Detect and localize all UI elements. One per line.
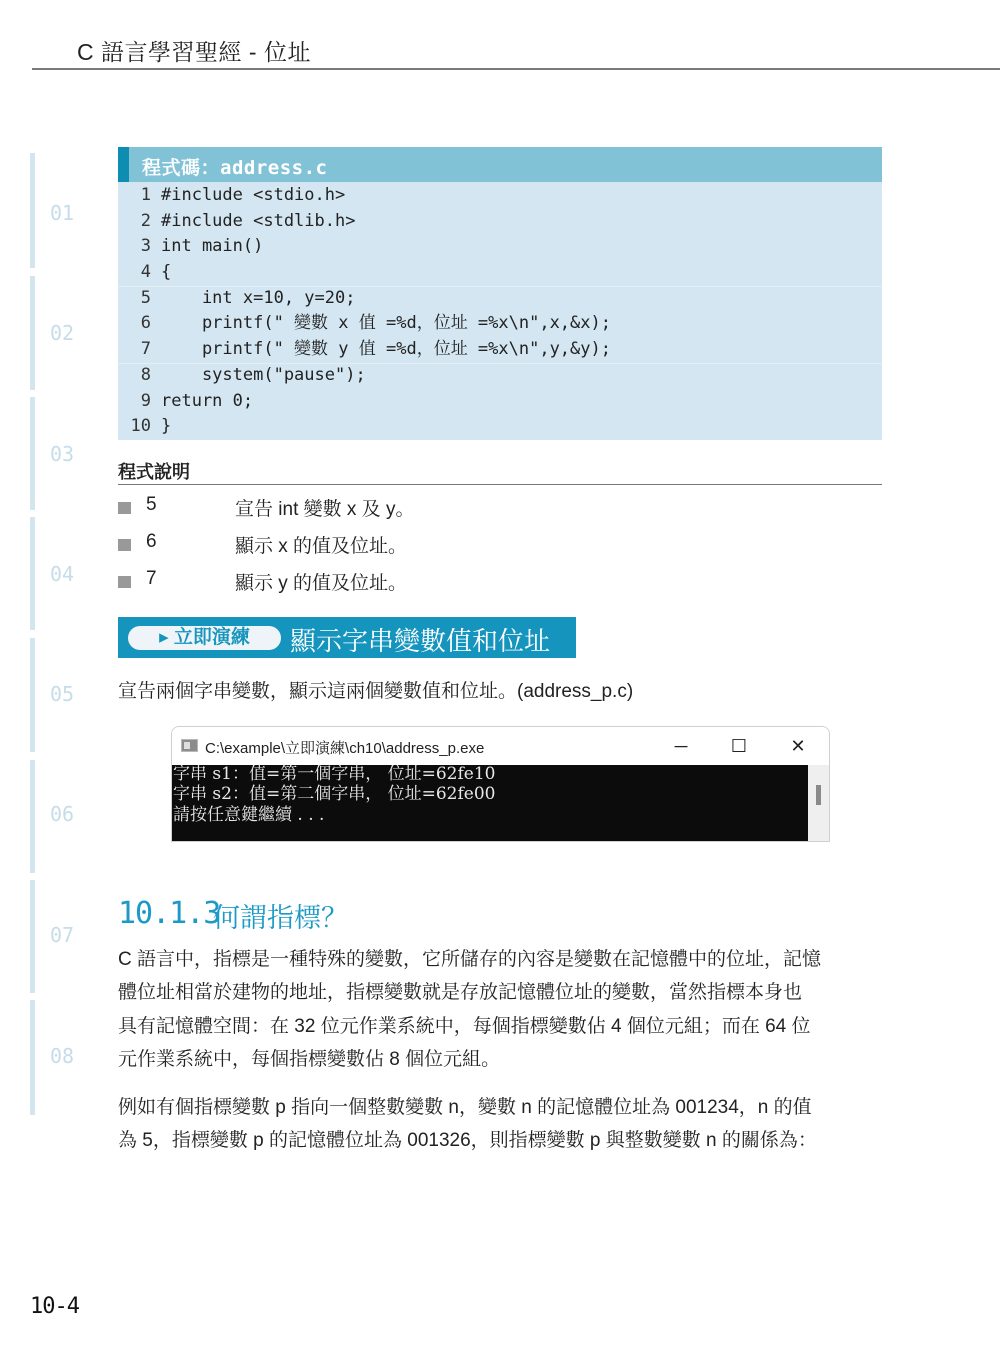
code-text: int main() <box>161 236 264 257</box>
side-tab-label: 08 <box>50 1044 75 1068</box>
code-text: int x=10, y=20; <box>161 287 356 308</box>
code-text: #include <stdlib.h> <box>161 210 356 231</box>
paragraph-line: 具有記憶體空間：在 32 位元作業系統中，每個指標變數佔 4 個位元組；而在 64 位 <box>118 1015 811 1037</box>
code-lines <box>118 183 882 440</box>
code-text: return 0; <box>161 390 254 411</box>
line-number: 7 <box>140 339 151 360</box>
side-tab-label: 06 <box>50 802 75 826</box>
page-number: 10-4 <box>30 1294 79 1319</box>
explanation-line-ref: 6 <box>146 531 157 552</box>
code-text: { <box>161 262 172 283</box>
practice-badge <box>128 626 281 650</box>
side-tab-label: 03 <box>50 442 75 466</box>
code-text: printf(" 變數 x 值 =%d，位址 =%x\n",x,&x); <box>161 313 611 334</box>
square-bullet-icon <box>118 576 131 588</box>
code-text: printf(" 變數 y 值 =%d，位址 =%x\n",y,&y); <box>161 339 611 360</box>
side-tab-label: 05 <box>50 682 75 706</box>
running-header-title: C 語言學習聖經 - 位址 <box>77 39 311 65</box>
line-number: 6 <box>140 313 151 334</box>
console-scrollbar[interactable] <box>808 765 829 841</box>
code-listing-title <box>142 153 327 180</box>
paragraph-line: C 語言中，指標是一種特殊的變數，它所儲存的內容是變數在記憶體中的位址，記憶 <box>118 949 822 970</box>
practice-banner <box>118 617 576 658</box>
side-tab-bar <box>30 276 35 390</box>
side-tab-label: 07 <box>50 923 75 947</box>
side-tab-bar <box>30 760 35 873</box>
code-line <box>118 286 882 312</box>
console-title-path: C:\example\立即演練\ch10\address_p.exe <box>205 740 485 757</box>
line-number: 10 <box>130 416 151 437</box>
side-tab-bar <box>30 638 35 752</box>
console-output <box>172 765 808 841</box>
line-number: 3 <box>140 236 151 257</box>
console-app-icon <box>181 739 198 752</box>
header-rule <box>32 68 1000 70</box>
code-line <box>118 389 882 415</box>
code-line <box>118 260 882 286</box>
line-number: 5 <box>140 287 151 308</box>
code-text: system("pause"); <box>161 364 366 385</box>
code-filename: address.c <box>220 157 328 179</box>
square-bullet-icon <box>118 539 131 551</box>
code-text: #include <stdio.h> <box>161 185 346 205</box>
square-bullet-icon <box>118 502 131 514</box>
line-number: 8 <box>140 364 151 385</box>
line-number: 1 <box>140 185 151 205</box>
line-number: 2 <box>140 210 151 231</box>
code-line <box>118 363 882 389</box>
paragraph-line: 例如有個指標變數 p 指向一個整數變數 n，變數 n 的記憶體位址為 001234，n 的值 <box>118 1097 812 1118</box>
paragraph-line: 為 5，指標變數 p 的記憶體位址為 001326，則指標變數 p 與整數變數 n 的關係為： <box>118 1130 817 1152</box>
console-window <box>171 726 830 842</box>
line-number: 9 <box>140 390 151 411</box>
side-tab-bar <box>30 1000 35 1115</box>
paragraph-line: 體位址相當於建物的地址，指標變數就是存放記憶體位址的變數，當然指標本身也 <box>118 982 803 1004</box>
section-title: 何謂指標？ <box>213 903 348 933</box>
body-paragraph <box>118 943 888 1076</box>
code-line <box>118 183 882 209</box>
body-paragraph <box>118 1091 888 1158</box>
explanation-line-ref: 7 <box>146 568 157 589</box>
maximize-button[interactable]: ☐ <box>730 736 748 756</box>
side-tab-label: 02 <box>50 321 75 345</box>
close-button[interactable]: ✕ <box>790 736 806 756</box>
code-listing-header <box>118 147 882 182</box>
code-line <box>118 337 882 363</box>
side-tab-bar <box>30 517 35 630</box>
explanation-text: 宣告 int 變數 x 及 y。 <box>235 499 415 520</box>
side-tab-label: 04 <box>50 562 75 586</box>
code-line <box>118 311 882 337</box>
line-number: 4 <box>140 262 151 283</box>
code-line <box>118 234 882 260</box>
explanation-line-ref: 5 <box>146 494 157 515</box>
side-tab-bar <box>30 880 35 993</box>
minimize-button[interactable]: ─ <box>674 736 688 756</box>
explanation-text: 顯示 x 的值及位址。 <box>235 536 408 557</box>
explanation-text: 顯示 y 的值及位址。 <box>235 573 408 594</box>
code-line <box>118 209 882 235</box>
code-header-accent <box>118 147 129 182</box>
practice-description: 宣告兩個字串變數，顯示這兩個變數值和位址。(address_p.c) <box>118 681 634 702</box>
scrollbar-thumb[interactable] <box>816 785 821 805</box>
code-text: } <box>161 416 172 437</box>
side-tab-bar <box>30 153 35 268</box>
practice-badge-label: ▸ 立即演練 <box>159 627 250 648</box>
explanation-title: 程式說明 <box>118 462 190 482</box>
console-output-line: 字串 s2：值=第二個字串， 位址=62fe00 <box>173 784 496 804</box>
side-tab-label: 01 <box>50 201 75 225</box>
side-tab-bar <box>30 397 35 510</box>
console-titlebar <box>172 727 829 765</box>
explanation-rule <box>118 484 882 485</box>
paragraph-line: 元作業系統中，每個指標變數佔 8 個位元組。 <box>118 1048 501 1070</box>
section-number: 10.1.3 <box>118 896 221 931</box>
code-line <box>118 414 882 440</box>
practice-title: 顯示字串變數值和位址 <box>290 626 551 656</box>
console-output-line: 請按任意鍵繼續 . . . <box>173 805 325 825</box>
console-output-line: 字串 s1：值=第一個字串， 位址=62fe10 <box>173 764 496 784</box>
code-listing <box>118 147 882 440</box>
code-label: 程式碼： <box>142 158 221 179</box>
